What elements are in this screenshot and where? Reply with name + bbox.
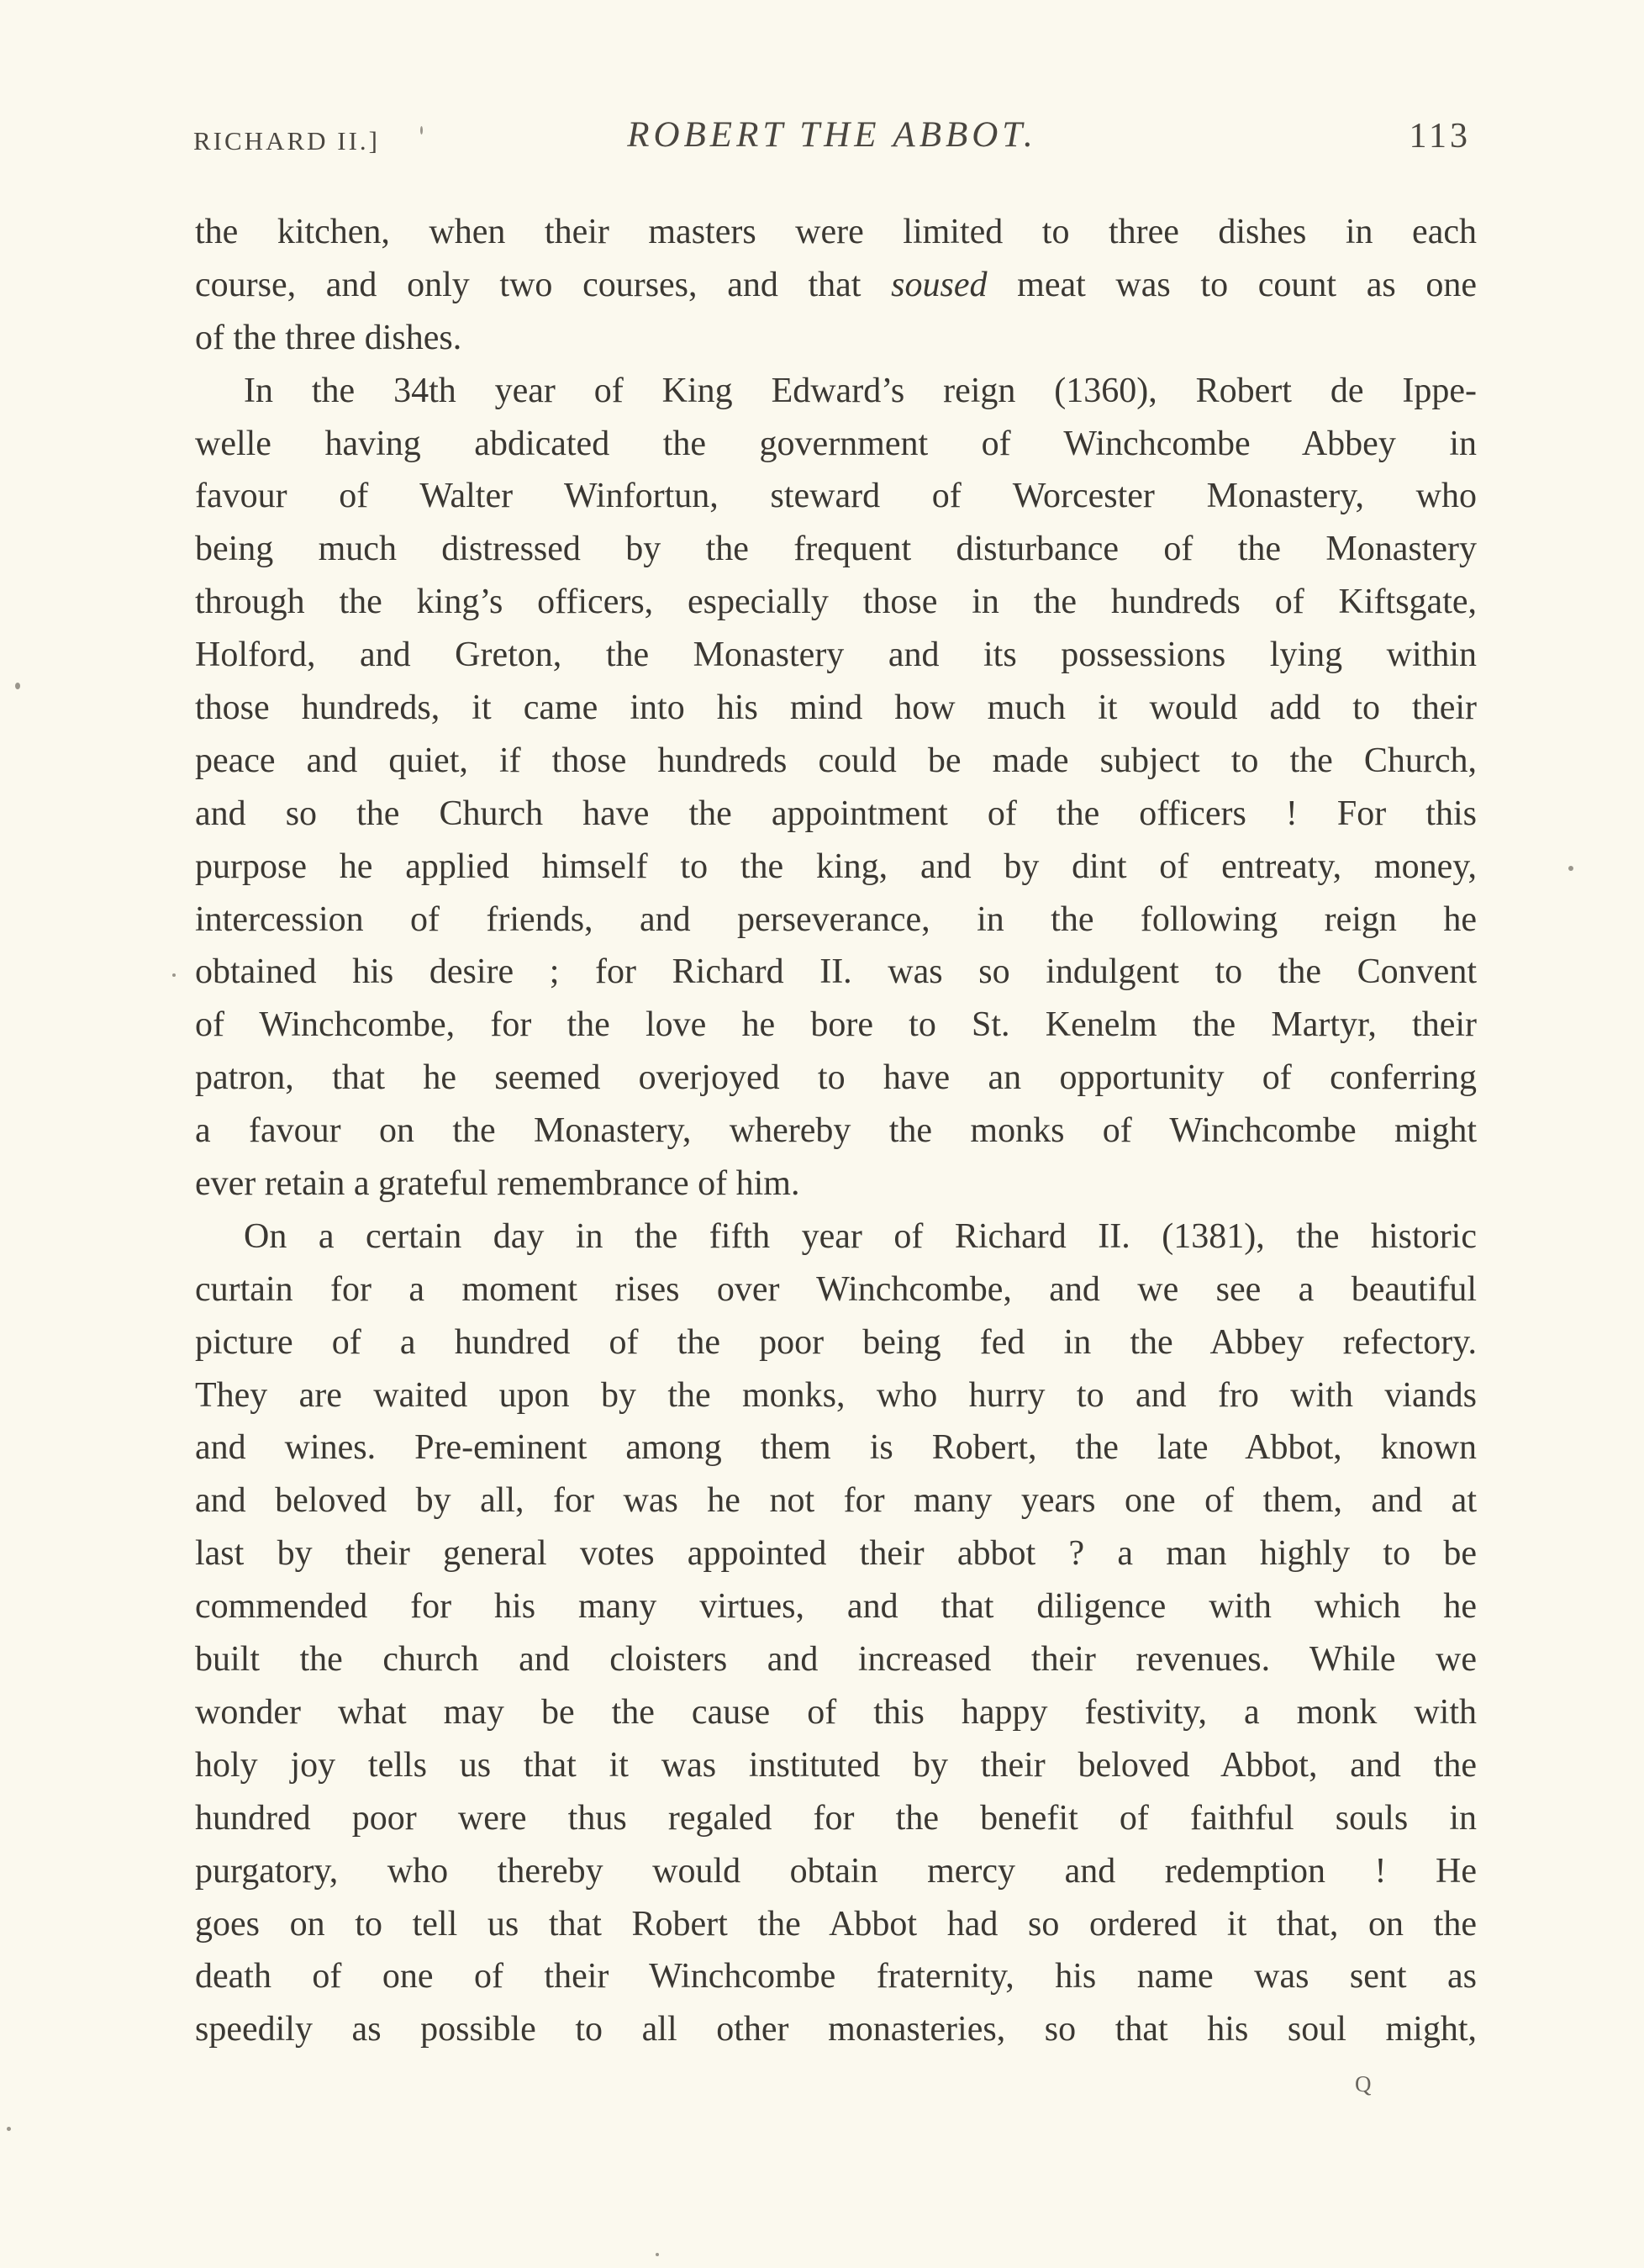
text-line: and beloved by all, for was he not for many years one of them, and at [195, 1481, 1477, 1521]
paper-speck [420, 126, 423, 134]
page-number: 113 [1409, 117, 1471, 156]
text-line: commended for his many virtues, and that diligence with which he [195, 1587, 1477, 1627]
text-line: intercession of friends, and perseverance, in the following reign he [195, 899, 1477, 939]
text-line: speedily as possible to all other monasteries, so that his soul might, [195, 2010, 1477, 2049]
paper-speck [7, 2127, 11, 2131]
text-line: a favour on the Monastery, whereby the monks of Winchcombe might [195, 1111, 1477, 1151]
text-line: through the king’s officers, especially those in the hundreds of Kiftsgate, [195, 583, 1477, 622]
text-line: obtained his desire ; for Richard II. was so indulgent to the Convent [195, 952, 1477, 992]
text-line-paragraph-start: On a certain day in the fifth year of Richard II. (1381), the historic [244, 1216, 1477, 1256]
text-line: favour of Walter Winfortun, steward of Worcester Monastery, who [195, 477, 1477, 516]
text-line: and so the Church have the appointment of the officers ! For this [195, 794, 1477, 833]
text-line: goes on to tell us that Robert the Abbot had so ordered it that, on the [195, 1904, 1477, 1944]
text-line: the kitchen, when their masters were limited to three dishes in each [195, 213, 1477, 251]
text-line: hundred poor were thus regaled for the benefit of faithful souls in [195, 1798, 1477, 1838]
text-line: welle having abdicated the government of Winchcombe Abbey in [195, 424, 1477, 463]
text-line: built the church and cloisters and increased their revenues. While we [195, 1640, 1477, 1680]
paper-speck [15, 683, 20, 689]
text-line: of the three dishes. [195, 318, 462, 357]
body-text [195, 206, 1477, 2056]
text-line: They are waited upon by the monks, who hurry to and fro with viands [195, 1375, 1477, 1415]
text-line: death of one of their Winchcombe fraternity, his name was sent as [195, 1957, 1477, 1996]
text-line-paragraph-start: In the 34th year of King Edward’s reign (1360), Robert de Ippe- [244, 371, 1477, 410]
text-line: Holford, and Greton, the Monastery and its possessions lying within [195, 636, 1477, 675]
text-line: purpose he applied himself to the king, and by dint of entreaty, money, [195, 847, 1477, 886]
text-line: peace and quiet, if those hundreds could be made subject to the Church, [195, 741, 1477, 780]
text-line: ever retain a grateful remembrance of him. [195, 1164, 800, 1204]
text-line: picture of a hundred of the poor being fed in the Abbey refectory. [195, 1322, 1477, 1362]
running-head-title: ROBERT THE ABBOT. [627, 115, 1037, 155]
text-line: purgatory, who thereby would obtain mercy and redemption ! He [195, 1851, 1477, 1891]
text-line: and wines. Pre-eminent among them is Robert, the late Abbot, known [195, 1428, 1477, 1468]
text-line: those hundreds, it came into his mind how much it would add to their [195, 688, 1477, 728]
text-line: curtain for a moment rises over Winchcombe, and we see a beautiful [195, 1269, 1477, 1309]
text-line: course, and only two courses, and that soused meat was to count as one [195, 265, 1477, 304]
paper-speck [656, 2253, 659, 2256]
running-head [193, 114, 1471, 165]
running-head-chapter: RICHARD II.] [193, 126, 380, 156]
text-line: patron, that he seemed overjoyed to have an opportunity of conferring [195, 1058, 1477, 1098]
text-line: wonder what may be the cause of this happy festivity, a monk with [195, 1692, 1477, 1732]
text-line: holy joy tells us that it was instituted by their beloved Abbot, and the [195, 1745, 1477, 1785]
italic-word: soused [891, 265, 988, 304]
signature-mark: Q [1355, 2071, 1372, 2097]
text-line: last by their general votes appointed their abbot ? a man highly to be [195, 1534, 1477, 1574]
paper-speck [172, 973, 176, 977]
paper-speck [1568, 866, 1573, 871]
text-line: being much distressed by the frequent disturbance of the Monastery [195, 530, 1477, 569]
text-line: of Winchcombe, for the love he bore to St. Kenelm the Martyr, their [195, 1005, 1477, 1045]
